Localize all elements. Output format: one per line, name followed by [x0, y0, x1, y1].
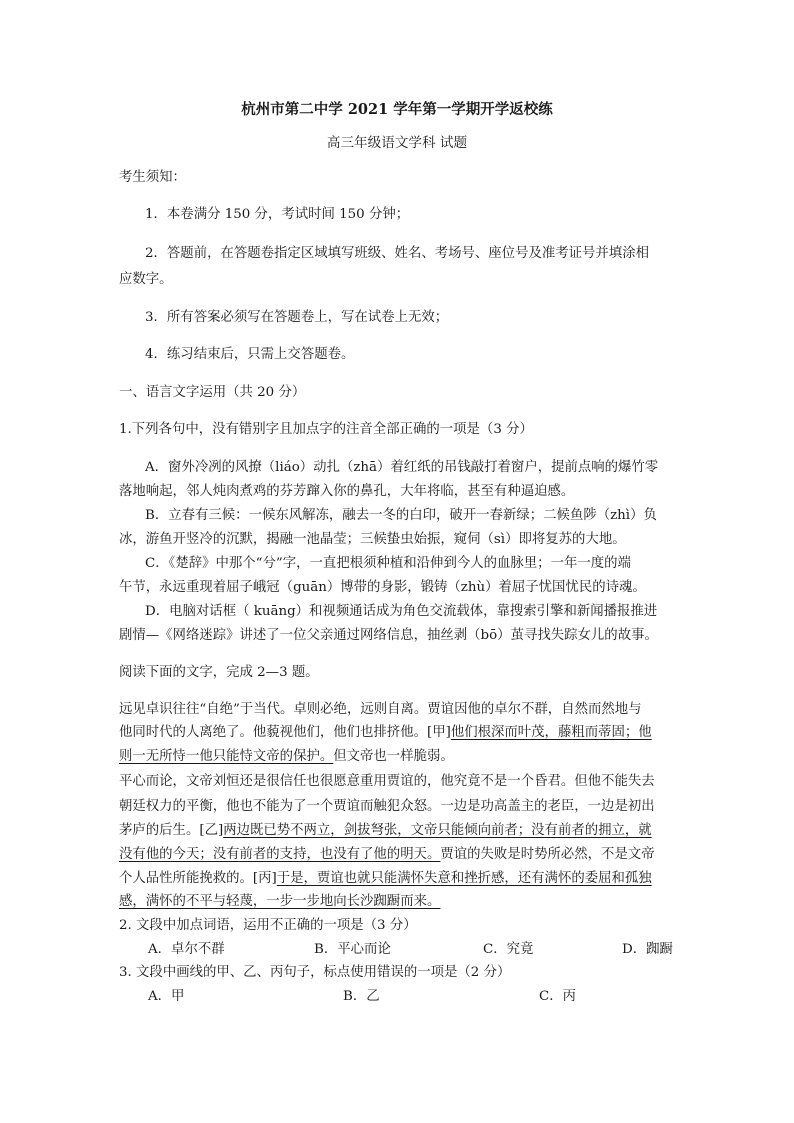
passage-text: 贾谊的失败是时势所必然，不是文帝	[440, 847, 655, 862]
notice-item-2-cont: 应数字。	[119, 272, 173, 287]
passage-text: 茅庐的后生。[乙]	[119, 823, 224, 838]
passage-text: 个人品性所能挽救的。[丙]	[119, 871, 277, 886]
passage-line	[119, 748, 454, 766]
q2-option-d: D．踟蹰	[622, 942, 673, 957]
reading-instruction: 阅读下面的文字，完成 2—3 题。	[119, 665, 319, 680]
underlined-sentence-yi: 两边既已势不两立，剑拔弩张，文帝只能倾向前者；没有前者的拥立，就	[223, 823, 652, 838]
passage-line: 远见卓识往往“自绝”于当代。卓则必绝，远则自离。贾谊因他的卓尔不群，自然而然地与	[119, 702, 642, 717]
underlined-sentence-bing-cont: 感，满怀的不平与轻蔑，一步一步地向长沙踟蹰而来。	[119, 894, 441, 909]
passage-line	[119, 822, 652, 840]
underlined-sentence-jia: 他们根深而叶茂，藤粗而蒂固；他	[450, 725, 652, 740]
passage-line: 朝廷权力的平衡，他也不能为了一个贾谊而触犯众怒。一边是功高盖主的老臣，一边是初出	[119, 799, 655, 814]
passage-text: 他同时代的人离绝了。他藐视他们，他们也排挤他。[甲]	[119, 725, 451, 740]
notice-item-2: 2．答题前，在答题卷指定区域填写班级、姓名、考场号、座位号及准考证号并填涂相	[145, 246, 649, 261]
q2-option-c: C．究竟	[483, 942, 534, 957]
notice-item-3: 3．所有答案必须写在答题卷上，写在试卷上无效；	[145, 310, 449, 325]
q3-option-b: B．乙	[343, 989, 380, 1004]
question-1-stem: 1.下列各句中，没有错别字且加点字的注音全部正确的一项是（3 分）	[119, 422, 533, 437]
underlined-sentence-jia-cont: 则一无所恃一他只能恃文帝的保护。	[119, 749, 334, 764]
question-3-stem: 3. 文段中画线的甲、乙、丙句子，标点使用错误的一项是（2 分）	[119, 965, 511, 980]
underlined-sentence-bing: 于是，贾谊也就只能满怀失意和挫折感，还有满怀的委屈和孤独	[276, 871, 652, 886]
q1-option-c-cont: 午节，永远重现着屈子峨冠（guān）博带的身影，锻铸（zhù）着屈子忧国忧民的诗魂。	[119, 580, 646, 595]
q1-option-d: D．电脑对话框（ kuāng）和视频通话成为角色交流载体，靠搜索引擎和新闻播报推进	[145, 604, 658, 619]
q1-option-c: C．《楚辞》中那个“兮”字，一直把根须种植和沿伸到今人的血脉里；一年一度的端	[145, 556, 631, 571]
q2-option-b: B．平心而论	[314, 942, 391, 957]
q2-option-a: A．卓尔不群	[148, 942, 225, 957]
passage-line	[119, 870, 652, 888]
q1-option-b: B．立春有三候：一候东风解冻，融去一冬的白印，破开一春新绿；二候鱼陟（zhì）负	[145, 508, 657, 523]
passage-line	[119, 724, 652, 742]
passage-text: 但文帝也一样脆弱。	[333, 749, 454, 764]
underlined-sentence-yi-cont: 没有他的今天；没有前者的支持，也没有了他的明天。	[119, 847, 441, 862]
exam-title: 杭州市第二中学 2021 学年第一学期开学返校练	[241, 101, 553, 118]
section-heading: 一、语言文字运用（共 20 分）	[119, 385, 306, 400]
notice-item-4: 4．练习结束后，只需上交答题卷。	[145, 347, 355, 362]
q3-option-c: C．丙	[539, 989, 577, 1004]
q1-option-a-cont: 落地响起，邻人炖肉煮鸡的芬芳蹿入你的鼻孔，大年将临，甚至有种逼迫感。	[119, 484, 575, 499]
exam-subtitle: 高三年级语文学科 试题	[326, 135, 468, 151]
q1-option-a: A．窗外冷冽的风撩（liáo）动扎（zhā）着红纸的吊钱敲打着窗户，提前点响的爆竹零	[145, 460, 659, 475]
q1-option-d-cont: 剧情—《网络迷踪》讲述了一位父亲通过网络信息，抽丝剥（bō）茧寻找失踪女儿的故事。	[119, 628, 658, 643]
notice-item-1: 1．本卷满分 150 分，考试时间 150 分钟；	[145, 207, 410, 222]
notice-heading: 考生须知：	[119, 170, 186, 185]
question-2-stem: 2. 文段中加点词语，运用不正确的一项是（3 分）	[119, 918, 417, 933]
q1-option-b-cont: 冰，游鱼开竖冷的沉默，揭融一池晶莹；三候蛰虫始振，窥伺（sì）即将复苏的大地。	[119, 532, 626, 547]
passage-line	[119, 846, 655, 864]
passage-line: 平心而论，文帝刘恒还是很信任也很愿意重用贾谊的，他究竟不是一个昏君。但他不能失去	[119, 774, 655, 789]
q3-option-a: A．甲	[148, 989, 185, 1004]
